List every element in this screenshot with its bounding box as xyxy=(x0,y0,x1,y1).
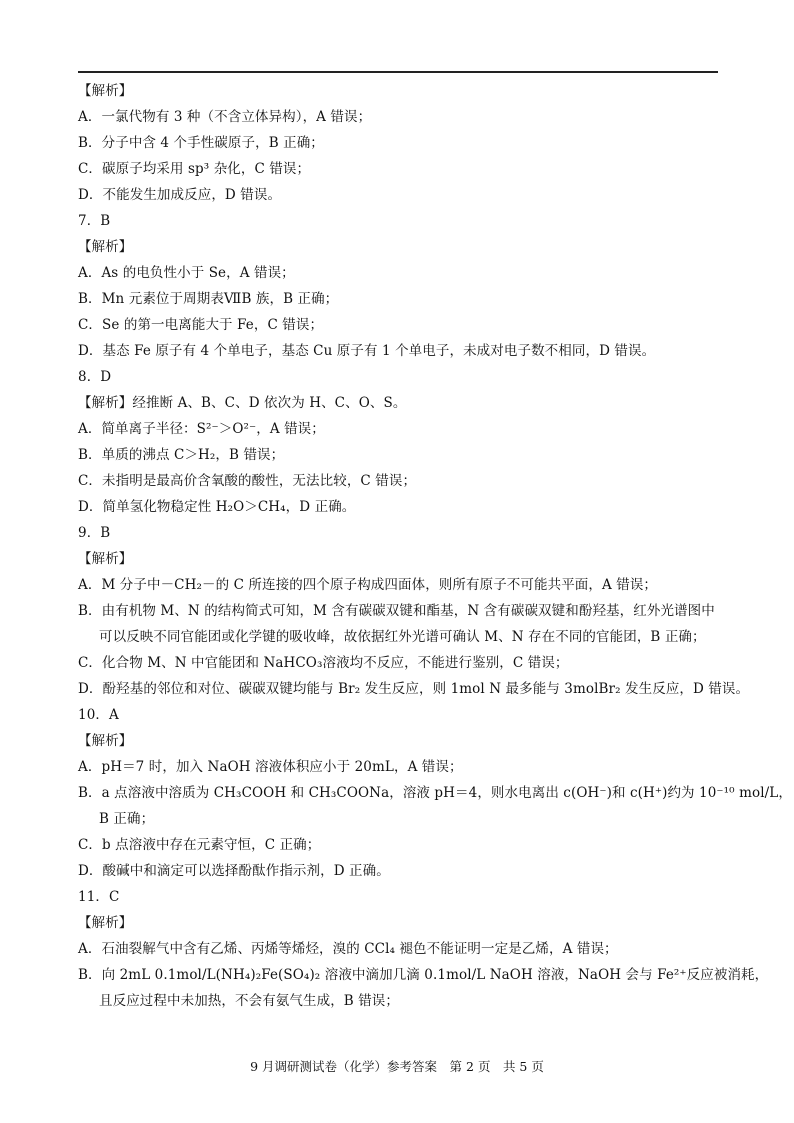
question-number: 8．D xyxy=(78,369,112,385)
page-footer: 9 月调研测试卷（化学）参考答案 第 2 页 共 5 页 xyxy=(250,1059,544,1074)
text-line: C．未指明是最高价含氧酸的酸性，无法比较，C 错误； xyxy=(78,473,417,489)
text-line: 且反应过程中未加热，不会有氨气生成，B 错误； xyxy=(99,993,400,1009)
text-line: 【解析】经推断 A、B、C、D 依次为 H、C、O、S。 xyxy=(78,395,407,411)
header-rule xyxy=(78,71,718,73)
text-line: D．不能发生加成反应，D 错误。 xyxy=(78,187,282,203)
text-line: 【解析】 xyxy=(78,915,133,931)
text-line: A．pH＝7 时，加入 NaOH 溶液体积应小于 20mL，A 错误； xyxy=(78,759,463,775)
text-line: B．单质的沸点 C＞H₂，B 错误； xyxy=(78,447,285,463)
text-line: B．分子中含 4 个手性碳原子，B 正确； xyxy=(78,135,324,151)
text-line: A．M 分子中－CH₂－的 C 所连接的四个原子构成四面体，则所有原子不可能共平面，A 错误； xyxy=(78,577,658,593)
text-line: D．简单氢化物稳定性 H₂O＞CH₄，D 正确。 xyxy=(78,499,356,515)
question-number: 10．A xyxy=(78,707,119,723)
question-number: 9．B xyxy=(78,525,111,541)
text-line: D．酸碱中和滴定可以选择酚酞作指示剂，D 正确。 xyxy=(78,863,390,879)
text-line: C．碳原子均采用 sp³ 杂化，C 错误； xyxy=(78,161,311,177)
text-line: A．石油裂解气中含有乙烯、丙烯等烯烃，溴的 CCl₄ 褪色不能证明一定是乙烯，A 错误； xyxy=(78,941,618,957)
text-line: B 正确； xyxy=(99,811,155,827)
text-line: C．b 点溶液中存在元素守恒，C 正确； xyxy=(78,837,321,853)
question-number: 7．B xyxy=(78,213,111,229)
text-line: B．Mn 元素位于周期表ⅦB 族，B 正确； xyxy=(78,291,339,307)
text-line: D．酚羟基的邻位和对位、碳碳双键均能与 Br₂ 发生反应，则 1mol N 最多能与 3molBr₂ 发生反应，D 错误。 xyxy=(78,681,750,697)
text-line: 【解析】 xyxy=(78,551,133,567)
text-line: A．As 的电负性小于 Se，A 错误； xyxy=(78,265,295,281)
text-line: A．简单离子半径：S²⁻＞O²⁻，A 错误； xyxy=(78,421,325,437)
text-line: C．化合物 M、N 中官能团和 NaHCO₃溶液均不反应，不能进行鉴别，C 错误； xyxy=(78,655,569,671)
text-line: B．向 2mL 0.1mol/L(NH₄)₂Fe(SO₄)₂ 溶液中滴加几滴 0.1mol/L NaOH 溶液，NaOH 会与 Fe²⁺反应被消耗， xyxy=(78,967,769,983)
answer-content xyxy=(78,78,792,1014)
text-line: B．由有机物 M、N 的结构简式可知，M 含有碳碳双键和酯基，N 含有碳碳双键和酚羟基，红外光谱图中 xyxy=(78,603,715,619)
text-line: 【解析】 xyxy=(78,239,133,255)
text-line: 【解析】 xyxy=(78,733,133,749)
text-line: B．a 点溶液中溶质为 CH₃COOH 和 CH₃COONa，溶液 pH＝4，则水电离出 c(OH⁻)和 c(H⁺)约为 10⁻¹⁰ mol/L， xyxy=(78,785,792,801)
text-line: 【解析】 xyxy=(78,83,133,99)
text-line: A．一氯代物有 3 种（不含立体异构），A 错误； xyxy=(78,109,372,125)
text-line: D．基态 Fe 原子有 4 个单电子，基态 Cu 原子有 1 个单电子，未成对电子数不相同，D 错误。 xyxy=(78,343,656,359)
text-line: 可以反映不同官能团或化学键的吸收峰，故依据红外光谱可确认 M、N 存在不同的官能团，B 正确； xyxy=(99,629,706,645)
text-line: C．Se 的第一电离能大于 Fe，C 错误； xyxy=(78,317,324,333)
question-number: 11．C xyxy=(78,889,120,905)
